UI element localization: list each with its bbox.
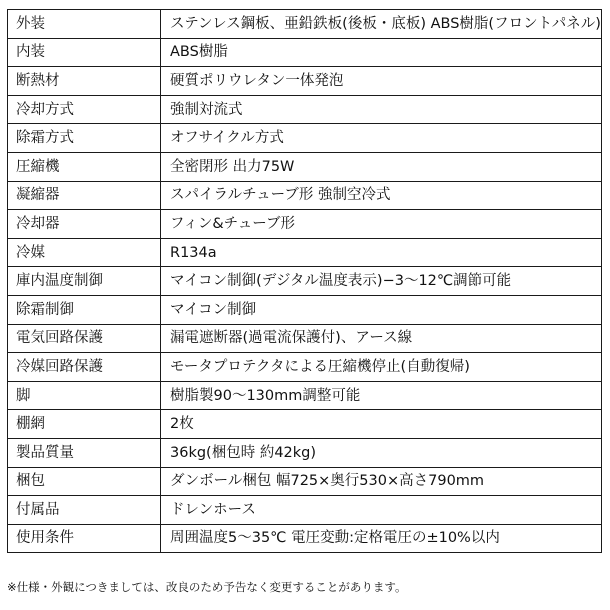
spec-row [8,295,602,324]
spec-row [8,38,602,67]
spec-value: 36kg(梱包時 約42kg) [161,438,602,467]
spec-value: 硬質ポリウレタン一体発泡 [161,67,602,96]
spec-value: フィン&チューブ形 [161,210,602,239]
spec-value: 全密閉形 出力75W [161,152,602,181]
spec-label: 梱包 [8,467,161,496]
spec-label: 付属品 [8,496,161,525]
spec-label: 使用条件 [8,524,161,553]
spec-row [8,353,602,382]
spec-label: 圧縮機 [8,152,161,181]
spec-row [8,267,602,296]
spec-row [8,124,602,153]
spec-value: マイコン制御 [161,295,602,324]
spec-label: 除霜方式 [8,124,161,153]
spec-row [8,238,602,267]
spec-label: 外装 [8,10,161,39]
spec-table [7,9,602,553]
spec-label: 内装 [8,38,161,67]
spec-value: R134a [161,238,602,267]
spec-row [8,181,602,210]
spec-label: 凝縮器 [8,181,161,210]
spec-value: マイコン制御(デジタル温度表示)−3〜12℃調節可能 [161,267,602,296]
footnote: ※仕様・外観につきましては、改良のため予告なく変更することがあります。 [7,580,407,594]
spec-label: 脚 [8,381,161,410]
spec-row [8,10,602,39]
spec-value: モータプロテクタによる圧縮機停止(自動復帰) [161,353,602,382]
spec-row [8,438,602,467]
spec-label: 電気回路保護 [8,324,161,353]
spec-row [8,467,602,496]
spec-row [8,67,602,96]
spec-label: 断熱材 [8,67,161,96]
spec-label: 庫内温度制御 [8,267,161,296]
spec-value: スパイラルチューブ形 強制空冷式 [161,181,602,210]
spec-label: 除霜制御 [8,295,161,324]
spec-value: 周囲温度5〜35℃ 電圧変動:定格電圧の±10%以内 [161,524,602,553]
spec-row [8,410,602,439]
spec-value: 2枚 [161,410,602,439]
spec-label: 冷却器 [8,210,161,239]
spec-label: 製品質量 [8,438,161,467]
spec-row [8,324,602,353]
spec-label: 冷却方式 [8,95,161,124]
spec-value: オフサイクル方式 [161,124,602,153]
spec-table-body [8,10,602,553]
spec-value: 樹脂製90〜130mm調整可能 [161,381,602,410]
spec-label: 棚網 [8,410,161,439]
spec-row [8,152,602,181]
spec-label: 冷媒回路保護 [8,353,161,382]
spec-value: 漏電遮断器(過電流保護付)、アース線 [161,324,602,353]
spec-row [8,524,602,553]
spec-row [8,95,602,124]
spec-value: ステンレス鋼板、亜鉛鉄板(後板・底板) ABS樹脂(フロントパネル) [161,10,602,39]
spec-value: 強制対流式 [161,95,602,124]
spec-row [8,381,602,410]
spec-label: 冷媒 [8,238,161,267]
spec-value: ダンボール梱包 幅725×奥行530×高さ790mm [161,467,602,496]
spec-value: ABS樹脂 [161,38,602,67]
spec-row [8,496,602,525]
spec-value: ドレンホース [161,496,602,525]
spec-row [8,210,602,239]
